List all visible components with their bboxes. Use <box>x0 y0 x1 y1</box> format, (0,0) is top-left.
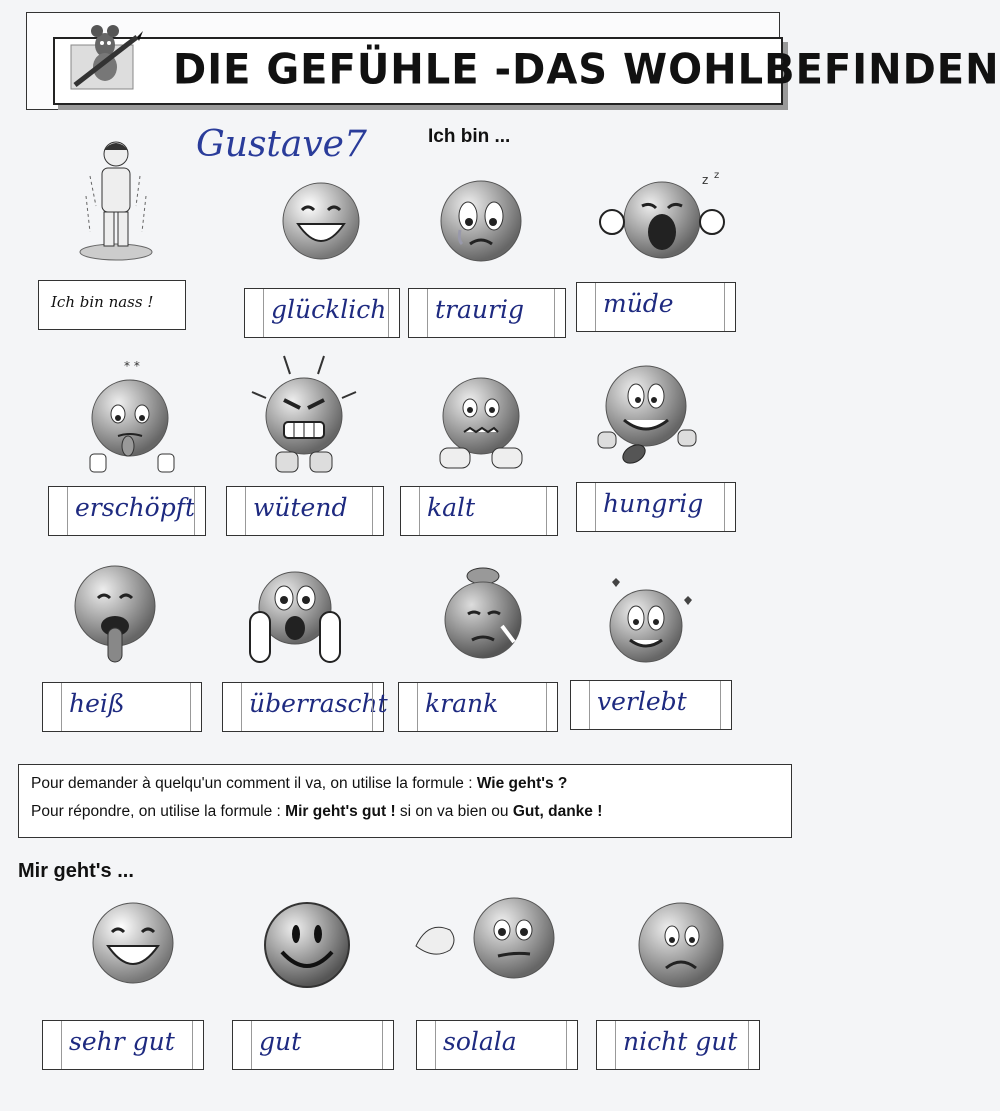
word-box-erschoepft[interactable] <box>48 486 206 536</box>
so-so-face-icon <box>410 890 560 982</box>
info-wie-gehts: Wie geht's ? <box>476 775 568 792</box>
hungry-face-icon <box>594 362 704 474</box>
unhappy-face-icon <box>634 898 728 992</box>
wet-child-picture <box>76 136 156 262</box>
word-box-hungrig[interactable] <box>576 482 736 532</box>
word-sehr-gut: sehr gut <box>69 1027 175 1056</box>
nass-label: Ich bin nass ! <box>51 293 154 311</box>
info-line-2 <box>31 803 602 821</box>
word-box-nicht-gut[interactable] <box>596 1020 760 1070</box>
info-gut-danke: Gut, danke ! <box>512 803 603 820</box>
ich-bin-heading: Ich bin ... <box>428 126 511 147</box>
angry-face-icon <box>244 352 364 476</box>
svg-text:* *: * * <box>124 359 140 373</box>
info-line-1-prefix: Pour demander à quelqu'un comment il va, on utilise la formule : <box>31 775 477 792</box>
word-box-traurig[interactable] <box>408 288 566 338</box>
happy-face-icon <box>280 180 362 262</box>
title-banner <box>26 12 1000 110</box>
word-box-ueberrascht[interactable] <box>222 682 388 732</box>
word-wuetend: wütend <box>253 493 348 522</box>
info-line-2-prefix: Pour répondre, on utilise la formule : <box>31 803 286 820</box>
word-verlebt: verlebt <box>597 687 687 716</box>
word-box-gluecklich[interactable] <box>244 288 400 338</box>
word-gut: gut <box>259 1027 302 1056</box>
info-box <box>18 764 792 838</box>
svg-text:z: z <box>702 173 709 187</box>
word-box-sehr-gut[interactable] <box>42 1020 204 1070</box>
cold-shivering-face-icon <box>434 372 528 474</box>
surprised-face-icon <box>244 568 346 672</box>
word-heiss: heiß <box>69 689 125 718</box>
word-box-wuetend[interactable] <box>226 486 384 536</box>
word-box-muede[interactable] <box>576 282 736 332</box>
word-traurig: traurig <box>435 295 524 324</box>
info-line-2-mid: si on va bien ou <box>395 803 513 820</box>
tired-yawning-face-icon <box>594 170 730 264</box>
handwritten-signature: Gustave7 <box>196 124 367 165</box>
smiley-face-icon <box>262 900 352 990</box>
word-box-heiss[interactable] <box>42 682 202 732</box>
mouse-pencil-icon <box>67 15 147 95</box>
word-muede: müde <box>603 289 674 318</box>
nass-label-box <box>38 280 186 330</box>
word-nicht-gut: nicht gut <box>623 1027 738 1056</box>
page-title: DIE GEFÜHLE -DAS WOHLBEFINDEN <box>173 45 1000 95</box>
word-ueberrascht: überrascht <box>249 689 388 718</box>
title-inner-frame <box>53 37 1000 105</box>
info-mir-gehts-gut: Mir geht's gut ! <box>285 803 396 820</box>
very-happy-face-icon <box>90 900 176 986</box>
info-line-1 <box>31 775 567 793</box>
word-krank: krank <box>425 689 499 718</box>
word-gluecklich: glücklich <box>271 295 387 324</box>
word-solala: solala <box>443 1027 517 1056</box>
mir-gehts-heading: Mir geht's ... <box>18 860 134 882</box>
word-box-solala[interactable] <box>416 1020 578 1070</box>
svg-text:z: z <box>714 170 720 181</box>
word-kalt: kalt <box>427 493 476 522</box>
hot-face-icon <box>70 562 160 666</box>
word-hungrig: hungrig <box>603 489 704 518</box>
sick-face-icon <box>440 566 526 664</box>
word-erschoepft: erschöpft <box>75 493 196 522</box>
word-box-gut[interactable] <box>232 1020 394 1070</box>
word-box-verlebt[interactable] <box>570 680 732 730</box>
sad-face-icon <box>438 178 524 264</box>
word-box-krank[interactable] <box>398 682 558 732</box>
exhausted-face-icon <box>80 356 180 478</box>
in-love-face-icon <box>602 574 696 666</box>
word-box-kalt[interactable] <box>400 486 558 536</box>
